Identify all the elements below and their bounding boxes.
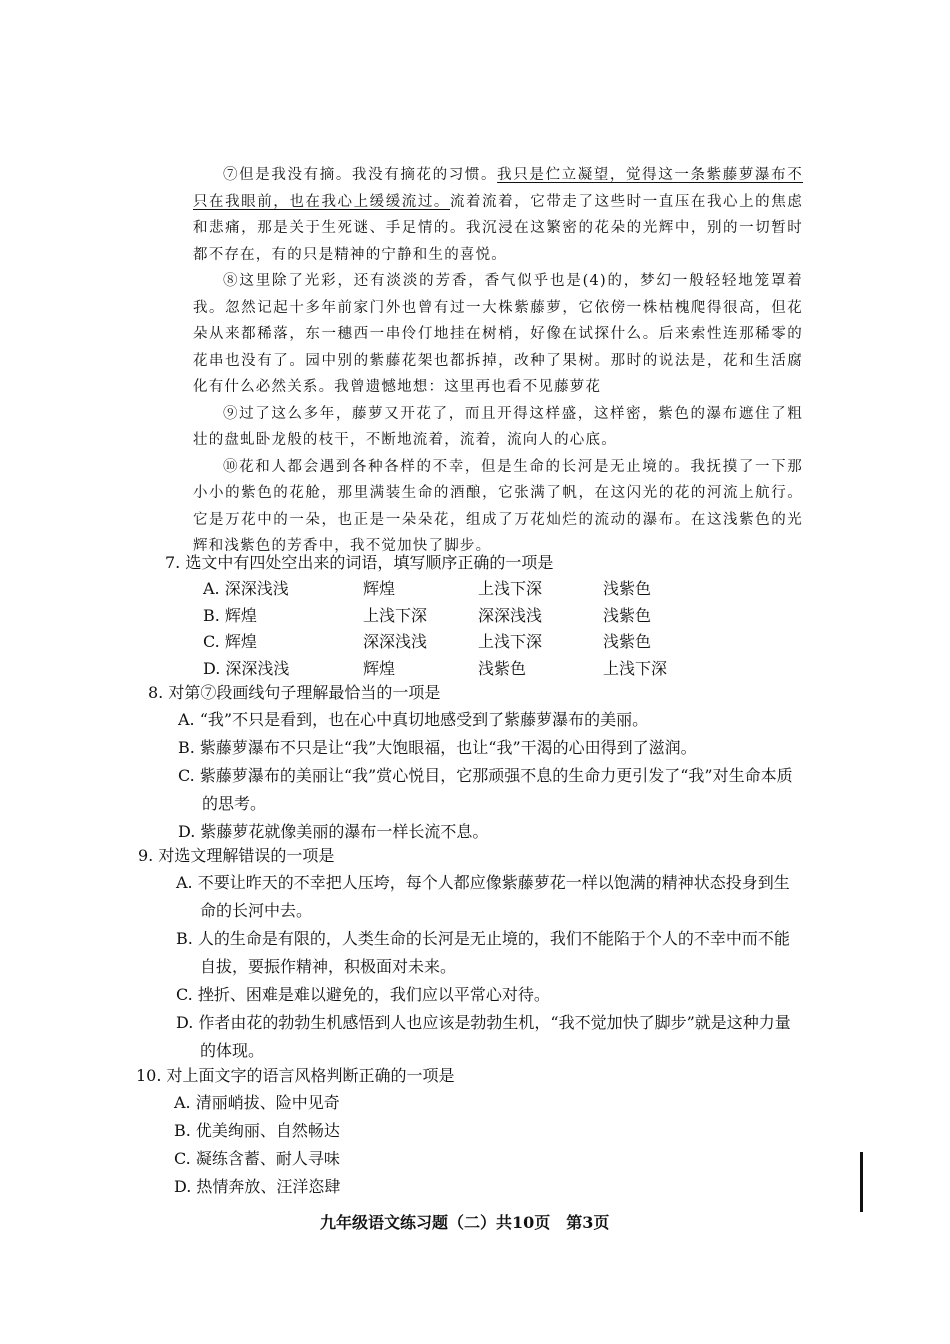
q7-option-a-1: A. 深深浅浅	[203, 579, 289, 598]
q7-option-c-3: 上浅下深	[478, 632, 543, 651]
q10-option-a: A. 清丽峭拔、险中见奇	[174, 1093, 340, 1112]
paragraph-7-text: ⑦但是我没有摘。我没有摘花的习惯。	[223, 167, 498, 183]
q7-option-b-3: 深深浅浅	[478, 605, 543, 625]
q7-option-d-2: 辉煌	[363, 658, 396, 678]
q7-option-d-3: 浅紫色	[478, 658, 527, 678]
scan-edge-mark	[860, 1152, 863, 1212]
q8-option-a: A. “我”不只是看到，也在心中真切地感受到了紫藤萝瀑布的美丽。	[178, 710, 649, 729]
q7-option-b-2: 上浅下深	[363, 605, 428, 625]
q7-option-d-1: D. 深深浅浅	[203, 658, 290, 678]
paragraph-7	[193, 162, 803, 268]
q7-option-b-1: B. 辉煌	[203, 605, 257, 625]
q8-option-d: D. 紫藤萝花就像美丽的瀑布一样长流不息。	[178, 822, 489, 841]
q10-option-c: C. 凝练含蓄、耐人寻味	[174, 1149, 340, 1168]
question-9-stem: 9. 对选文理解错误的一项是	[138, 846, 335, 865]
q9-option-a: A. 不要让昨天的不幸把人压垮，每个人都应像紫藤萝花一样以饱满的精神状态投身到生命的长河中去。	[176, 873, 790, 920]
paragraph-10: ⑩花和人都会遇到各种各样的不幸，但是生命的长河是无止境的。我抚摸了一下那小小的紫色的花舱，那里满装生命的酒酿，它张满了帆，在这闪光的花的河流上航行。它是万花中的一朵，也正是一朵朵花，组成了万花灿烂的流动的瀑布。在这浅紫色的光辉和浅紫色的芳香中，我不觉加快了脚步。	[193, 458, 803, 554]
question-8	[148, 680, 802, 846]
q7-option-b-4: 浅紫色	[603, 605, 652, 625]
q9-option-b: B. 人的生命是有限的，人类生命的长河是无止境的，我们不能陷于个人的不幸中而不能自拔，要振作精神，积极面对未来。	[176, 929, 790, 976]
paragraph-7-rest: 流着流着，它带走了这些时一直压在我心上的焦虑和悲痛，那是关于生死谜、手足情的。我沉浸在这繁密的花朵的光辉中，别的一切暂时都不存在，有的只是精神的宁静和生的喜悦。	[193, 193, 803, 263]
q7-option-a-2: 辉煌	[363, 579, 396, 598]
q7-option-a-4: 浅紫色	[603, 579, 652, 598]
q9-option-c: C. 挫折、困难是难以避免的，我们应以平常心对待。	[176, 985, 550, 1004]
q8-option-b: B. 紫藤萝瀑布不只是让“我”大饱眼福，也让“我”干渴的心田得到了滋润。	[178, 738, 697, 757]
q7-option-c-1: C. 辉煌	[203, 632, 257, 651]
q9-option-d: D. 作者由花的勃勃生机感悟到人也应该是勃勃生机，“我不觉加快了脚步”就是这种力量的体现。	[176, 1013, 791, 1060]
q7-option-c-2: 深深浅浅	[363, 632, 428, 651]
paragraph-9: ⑨过了这么多年，藤萝又开花了，而且开得这样盛，这样密，紫色的瀑布遮住了粗壮的盘虬卧龙般的枝干，不断地流着，流着，流向人的心底。	[193, 405, 803, 448]
q8-option-c: C. 紫藤萝瀑布的美丽让“我”赏心悦目，它那顽强不息的生命力更引发了“我”对生命本质的思考。	[178, 766, 793, 813]
question-10-stem: 10. 对上面文字的语言风格判断正确的一项是	[136, 1066, 455, 1085]
q10-option-b: B. 优美绚丽、自然畅达	[174, 1121, 340, 1140]
reading-passage	[193, 162, 803, 560]
question-7-stem: 7. 选文中有四处空出来的词语，填写顺序正确的一项是	[165, 553, 554, 572]
question-10	[136, 1063, 798, 1201]
question-7	[165, 550, 723, 682]
question-7-options	[203, 576, 723, 682]
q7-option-c-4: 浅紫色	[603, 632, 652, 651]
underlined-sentence: 我只是伫立凝望，觉得这一条紫藤萝瀑布不只在我眼前，也在我心上缓缓流过。	[193, 167, 803, 210]
q10-option-d: D. 热情奔放、汪洋恣肆	[174, 1177, 341, 1196]
q7-option-d-4: 上浅下深	[603, 658, 668, 678]
page-footer: 九年级语文练习题（二）共10页 第3页	[320, 1213, 610, 1232]
question-9	[138, 843, 800, 1065]
question-8-stem: 8. 对第⑦段画线句子理解最恰当的一项是	[148, 683, 441, 702]
paragraph-8: ⑧这里除了光彩，还有淡淡的芳香，香气似乎也是(4)的，梦幻一般轻轻地笼罩着我。忽然记起十多年前家门外也曾有过一大株紫藤萝，它依傍一株枯槐爬得很高，但花朵从来都稀落，东一穗西一串伶仃地挂在树梢，好像在试探什么。后来索性连那稀零的花串也没有了。园中别的紫藤花架也都拆掉，改种了果树。那时的说法是，花和生活腐化有什么必然关系。我曾遗憾地想：这里再也看不见藤萝花	[193, 273, 803, 395]
q7-option-a-3: 上浅下深	[478, 579, 543, 598]
